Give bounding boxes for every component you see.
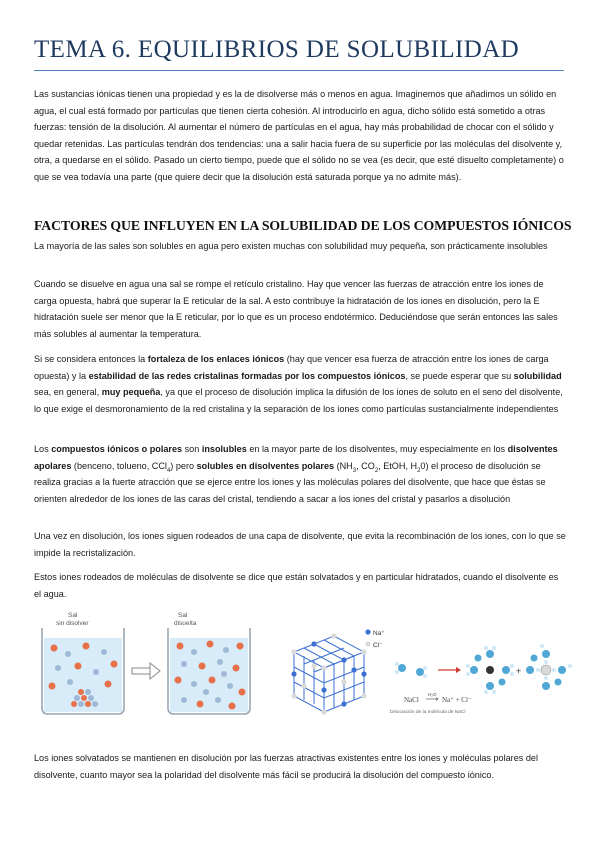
beaker-figure [34,608,266,716]
arrow-icon [132,663,160,679]
beaker1-label-2: sin disolver [56,620,89,627]
hydrated-cl-ion [526,644,572,690]
beaker2-label-2: disuelta [174,620,197,627]
intro-paragraph: Las sustancias iónicas tienen una propiedad y es la de disolverse más o menos en agua. Imaginemos que añadimos un sólido en agua, el cual está formado por partículas que tienen cierta cohesión. Al introducirlo en agua, dicho sólido está sometido a otras fuerzas: tensión de la disolución. Al aumentar el número de partículas en el agua, hay más probabilidad de chocar con el sólido y quedar retenidas. Las partículas tendrán dos tendencias: una a salir hacia fuera de su superficie por las moléculas del disolvente y, otra, a quedarse en el sólido. Pasado un cierto tiempo, puede que el sólido no se vea (es decir, que esté disuelto completamente) o que se vea todavía una parte (que quiere decir que la disolución está saturada porque ya no admite más). [34,89,564,182]
water-molecule-1 [395,662,406,674]
legend-cl-dot [365,641,370,646]
paragraph-7: Los iones solvatados se mantienen en disolución por las fuerzas atractivas existentes entre los iones y moléculas polares del disolvente, cuanto mayor sea la polaridad del disolvente más fácil se producirá la disolución del compuesto iónico. [34,753,538,780]
paragraph-2: Cuando se disuelve en agua una sal se rompe el retículo cristalino. Hay que vencer las fuerzas de atracción entre los iones de carga opuesta, habrá que superar la E reticular de la sal. A esto contribuye la hidratación de los iones en disolución, pero la E hidratación suele ser menor que la E reticular, por lo que es un proceso endotérmico. Deduciéndose que serán entonces las sales más solubles al aumentar la temperatura. [34,279,558,339]
title-underline [34,70,564,71]
figure-caption: Disociación de la molécula de NaCl [390,710,466,715]
paragraph-5: Una vez en disolución, los iones siguen rodeados de una capa de disolvente, que evita la recombinación de los iones, con lo que se impide la recristalización. [34,531,566,558]
reaction-arrow-icon [438,667,461,673]
paragraph-6: Estos iones rodeados de moléculas de disolvente se dice que están solvatados y en particular hidratados, cuando el disolvente es el agua. [34,572,559,599]
dissolution-figure [280,612,580,722]
equation-over: H₂O [428,692,437,697]
legend-cl: Cl⁻ [373,642,383,649]
plus-sign: + [516,666,522,676]
section-heading: FACTORES QUE INFLUYEN EN LA SOLUBILIDAD DE LOS COMPUESTOS IÓNICOS [34,218,572,233]
paragraph-3: Si se considera entonces la fortaleza de los enlaces iónicos (hay que vencer esa fuerza de atracción entre los iones de carga opuesta) y la estabilidad de las redes cristalinas formadas por los compuestos iónicos, se puede esperar que su solubilidad sea, en general, muy pequeña, ya que el proceso de disolución implica la difusión de los iones de soluto en el seno del disolvente, lo que exige el desmoronamiento de la red cristalina y la separación de los iones como partículas sustancialmente independientes [34,354,563,414]
legend-na: Na⁺ [373,630,385,637]
beaker2-label-1: Sal [178,612,188,619]
lattice-ions [291,633,366,714]
crystal-lattice [294,636,364,712]
paragraph-4: Los compuestos iónicos o polares son insolubles en la mayor parte de los disolventes, muy especialmente en los disolventes apolares (benceno, tolueno, CCl$_4$) pero solubles en disolventes polares ($NH_3$, $CO_2$, EtOH, $H_20$) el proceso de disolución se realiza gracias a la fuerte atracción que se ejerce entre los iones y las moléculas polares del disolvente, que hace que éstas se orienten alrededor de los iones de las caras del cristal, tendiendo a sacar a los iones del cristal y pasarlos a disolución [34,444,558,504]
hydrated-na-ion [466,646,514,694]
paragraph-1: La mayoría de las sales son solubles en agua pero existen muchas con solubilidad muy pequeña, son prácticamente insolubles [34,241,548,251]
legend-na-dot [365,629,370,634]
equation-right: Na⁺ + Cl⁻ [442,696,472,704]
equation-left: NaCl [404,696,419,704]
beaker1-label-1: Sal [68,612,78,619]
page-title: TEMA 6. EQUILIBRIOS DE SOLUBILIDAD [34,36,520,63]
water-molecule-2 [416,666,427,678]
